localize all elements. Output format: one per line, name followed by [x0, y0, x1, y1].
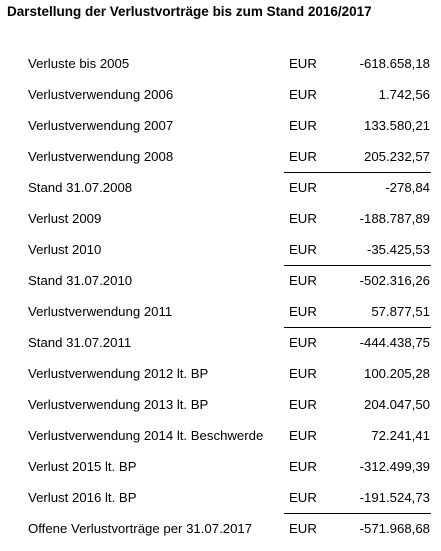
row-currency: EUR: [289, 149, 317, 164]
row-currency: EUR: [289, 304, 317, 319]
loss-carryforward-table: [0, 48, 441, 544]
row-amount: 72.241,41: [371, 428, 430, 443]
row-label: Stand 31.07.2010: [28, 273, 133, 288]
table-row: [0, 203, 441, 234]
subtotal-row: [0, 172, 441, 203]
row-amount: -35.425,53: [366, 242, 430, 257]
row-currency: EUR: [289, 87, 317, 102]
row-amount: -618.658,18: [359, 56, 430, 71]
row-currency: EUR: [289, 397, 317, 412]
row-amount: -571.968,68: [359, 521, 430, 536]
row-label: Verlustverwendung 2006: [28, 87, 174, 102]
table-row: [0, 358, 441, 389]
table-row: [0, 451, 441, 482]
table-row: [0, 48, 441, 79]
row-label: Verlustverwendung 2013 lt. BP: [28, 397, 209, 412]
row-currency: EUR: [289, 180, 317, 195]
table-row: [0, 79, 441, 110]
row-amount: 1.742,56: [378, 87, 430, 102]
table-row: [0, 141, 441, 172]
table-row: [0, 482, 441, 513]
row-label: Verluste bis 2005: [28, 56, 130, 71]
total-row: [0, 513, 441, 544]
row-label: Verlustverwendung 2007: [28, 118, 174, 133]
subtotal-row: [0, 327, 441, 358]
subtotal-row: [0, 265, 441, 296]
row-currency: EUR: [289, 335, 317, 350]
row-label: Verlust 2009: [28, 211, 102, 226]
row-currency: EUR: [289, 56, 317, 71]
row-currency: EUR: [289, 521, 317, 536]
row-amount: -191.524,73: [359, 490, 430, 505]
row-currency: EUR: [289, 490, 317, 505]
row-currency: EUR: [289, 459, 317, 474]
row-amount: 205.232,57: [363, 149, 430, 164]
row-label: Stand 31.07.2011: [28, 335, 132, 350]
row-label: Stand 31.07.2008: [28, 180, 133, 195]
row-amount: 204.047,50: [363, 397, 430, 412]
row-amount: -502.316,26: [359, 273, 430, 288]
row-amount: -444.438,75: [359, 335, 430, 350]
document-title: Darstellung der Verlustvorträge bis zum Stand 2016/2017: [7, 4, 372, 19]
row-currency: EUR: [289, 211, 317, 226]
table-row: [0, 110, 441, 141]
row-label: Verlust 2010: [28, 242, 102, 257]
row-label: Verlust 2015 lt. BP: [28, 459, 137, 474]
table-row: [0, 420, 441, 451]
table-row: [0, 296, 441, 327]
row-currency: EUR: [289, 242, 317, 257]
row-currency: EUR: [289, 366, 317, 381]
row-amount: -312.499,39: [359, 459, 430, 474]
row-label: Offene Verlustvorträge per 31.07.2017: [28, 521, 253, 536]
row-label: Verlustverwendung 2011: [28, 304, 173, 319]
row-currency: EUR: [289, 273, 317, 288]
row-currency: EUR: [289, 428, 317, 443]
row-label: Verlustverwendung 2014 lt. Beschwerde: [28, 428, 264, 443]
row-currency: EUR: [289, 118, 317, 133]
row-label: Verlustverwendung 2008: [28, 149, 174, 164]
row-amount: 133.580,21: [363, 118, 430, 133]
row-amount: 57.877,51: [371, 304, 430, 319]
table-row: [0, 234, 441, 265]
row-amount: -278,84: [385, 180, 430, 195]
row-label: Verlust 2016 lt. BP: [28, 490, 137, 505]
row-amount: 100.205,28: [363, 366, 430, 381]
row-amount: -188.787,89: [359, 211, 430, 226]
table-row: [0, 389, 441, 420]
row-label: Verlustverwendung 2012 lt. BP: [28, 366, 209, 381]
